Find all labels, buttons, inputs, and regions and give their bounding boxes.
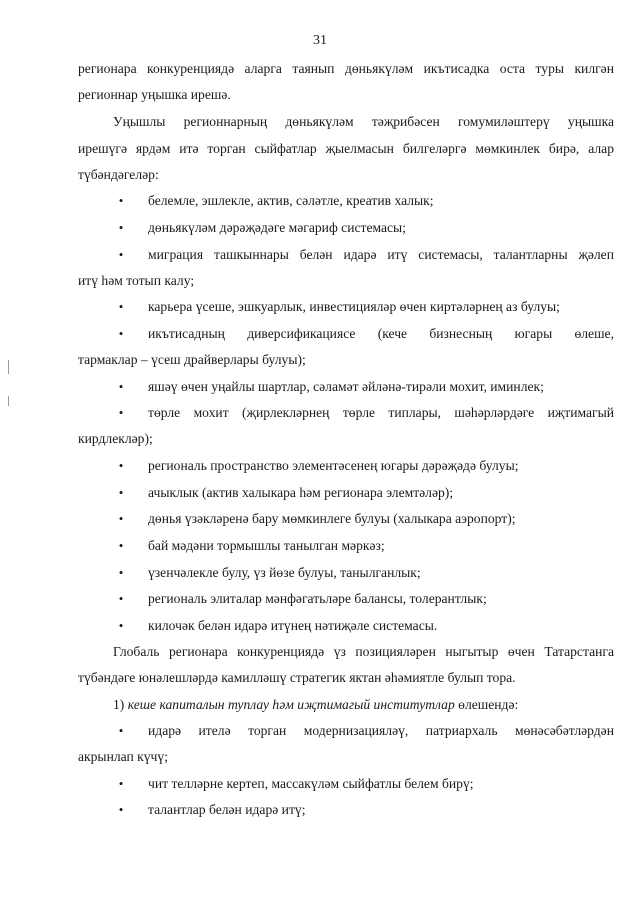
paragraph-line: ирешүгә ярдәм итә торган сыйфатлар җыелмасын билгеләргә мөмкинлек бирә, алар bbox=[78, 141, 614, 156]
bullet-mark: • bbox=[118, 405, 124, 420]
list-item: төрле мохит (җирлекләрнең төрле типлары, шәһәрләрдәге иҗтимагый bbox=[148, 405, 614, 420]
list-item: бай мәдәни тормышлы танылган мәркәз; bbox=[148, 538, 385, 553]
bullet-mark: • bbox=[118, 220, 124, 235]
section-title: кеше капиталын туплау һәм иҗтимагый институтлар bbox=[127, 697, 455, 712]
bullet-mark: • bbox=[118, 776, 124, 791]
bullet-mark: • bbox=[118, 193, 124, 208]
bullet-mark: • bbox=[118, 538, 124, 553]
list-item: идарә ителә торган модернизацияләү, патриархаль мөнәсәбәтләрдән bbox=[148, 723, 614, 738]
paragraph-line: түбәндәгеләр: bbox=[78, 167, 159, 182]
intro-line: регионнар уңышка ирешә. bbox=[78, 87, 231, 102]
paragraph-line: түбәндәге юнәлешләрдә камилләшү стратегик яктан әһәмиятле булып тора. bbox=[78, 670, 516, 685]
list-item: чит телләрне кертеп, массакүләм сыйфатлы белем бирү; bbox=[148, 776, 474, 791]
intro-line: регионара конкуренциядә аларга таянып дөньякүләм икътисадка оста туры килгән bbox=[78, 61, 614, 76]
section-heading bbox=[113, 697, 614, 713]
list-item: яшәү өчен уңайлы шартлар, сәламәт әйләнә-тирәли мохит, иминлек; bbox=[148, 379, 544, 394]
bullet-mark: • bbox=[118, 458, 124, 473]
list-item-continuation: акрынлап күчү; bbox=[78, 749, 168, 764]
bullet-mark: • bbox=[118, 723, 124, 738]
section-number: 1) bbox=[113, 697, 125, 712]
list-item: талантлар белән идарә итү; bbox=[148, 802, 306, 817]
bullet-mark: • bbox=[118, 511, 124, 526]
bullet-mark: • bbox=[118, 618, 124, 633]
list-item: дөнья үзәкләренә бару мөмкинлеге булуы (халыкара аэропорт); bbox=[148, 511, 516, 526]
list-item: белемле, эшлекле, актив, сәләтле, креатив халык; bbox=[148, 193, 434, 208]
list-item: икътисадның диверсификациясе (кече бизнесның югары өлеше, bbox=[148, 326, 614, 341]
list-item-continuation: итү һәм тотып калу; bbox=[78, 273, 195, 288]
paragraph-line: Глобаль регионара конкуренциядә үз позицияләрен ныгытыр өчен Татарстанга bbox=[113, 644, 614, 659]
list-item-continuation: тармаклар – үсеш драйверлары булуы); bbox=[78, 352, 306, 367]
section-suffix: өлешендә: bbox=[458, 697, 519, 712]
bullet-mark: • bbox=[118, 247, 124, 262]
list-item: региональ пространство элементәсенең югары дәрәҗәдә булуы; bbox=[148, 458, 519, 473]
paragraph-line: Уңышлы регионнарның дөньякүләм тәҗрибәсен гомумиләштерү уңышка bbox=[113, 114, 614, 129]
list-item: килочәк белән идарә итүнең нәтиҗәле системасы. bbox=[148, 618, 438, 633]
list-item-continuation: кирдлекләр); bbox=[78, 431, 153, 446]
bullet-mark: • bbox=[118, 802, 124, 817]
scan-edge-mark bbox=[8, 396, 9, 406]
bullet-mark: • bbox=[118, 379, 124, 394]
bullet-mark: • bbox=[118, 299, 124, 314]
bullet-mark: • bbox=[118, 591, 124, 606]
list-item: региональ элиталар мәнфәгатьләре балансы, толерантлык; bbox=[148, 591, 487, 606]
list-item: ачыклык (актив халыкара һәм регионара элемтәләр); bbox=[148, 485, 454, 500]
bullet-mark: • bbox=[118, 326, 124, 341]
list-item: дөньякүләм дәрәҗәдәге мәгариф системасы; bbox=[148, 220, 406, 235]
list-item: карьера үсеше, эшкуарлык, инвестицияләр өчен киртәләрнең аз булуы; bbox=[148, 299, 560, 314]
scan-edge-mark bbox=[8, 360, 9, 374]
bullet-mark: • bbox=[118, 485, 124, 500]
list-item: миграция ташкыннары белән идарә итү системасы, талантларны җәлеп bbox=[148, 247, 614, 262]
page-number: 31 bbox=[313, 33, 327, 48]
bullet-mark: • bbox=[118, 565, 124, 580]
list-item: үзенчәлекле булу, үз йөзе булуы, танылганлык; bbox=[148, 565, 421, 580]
